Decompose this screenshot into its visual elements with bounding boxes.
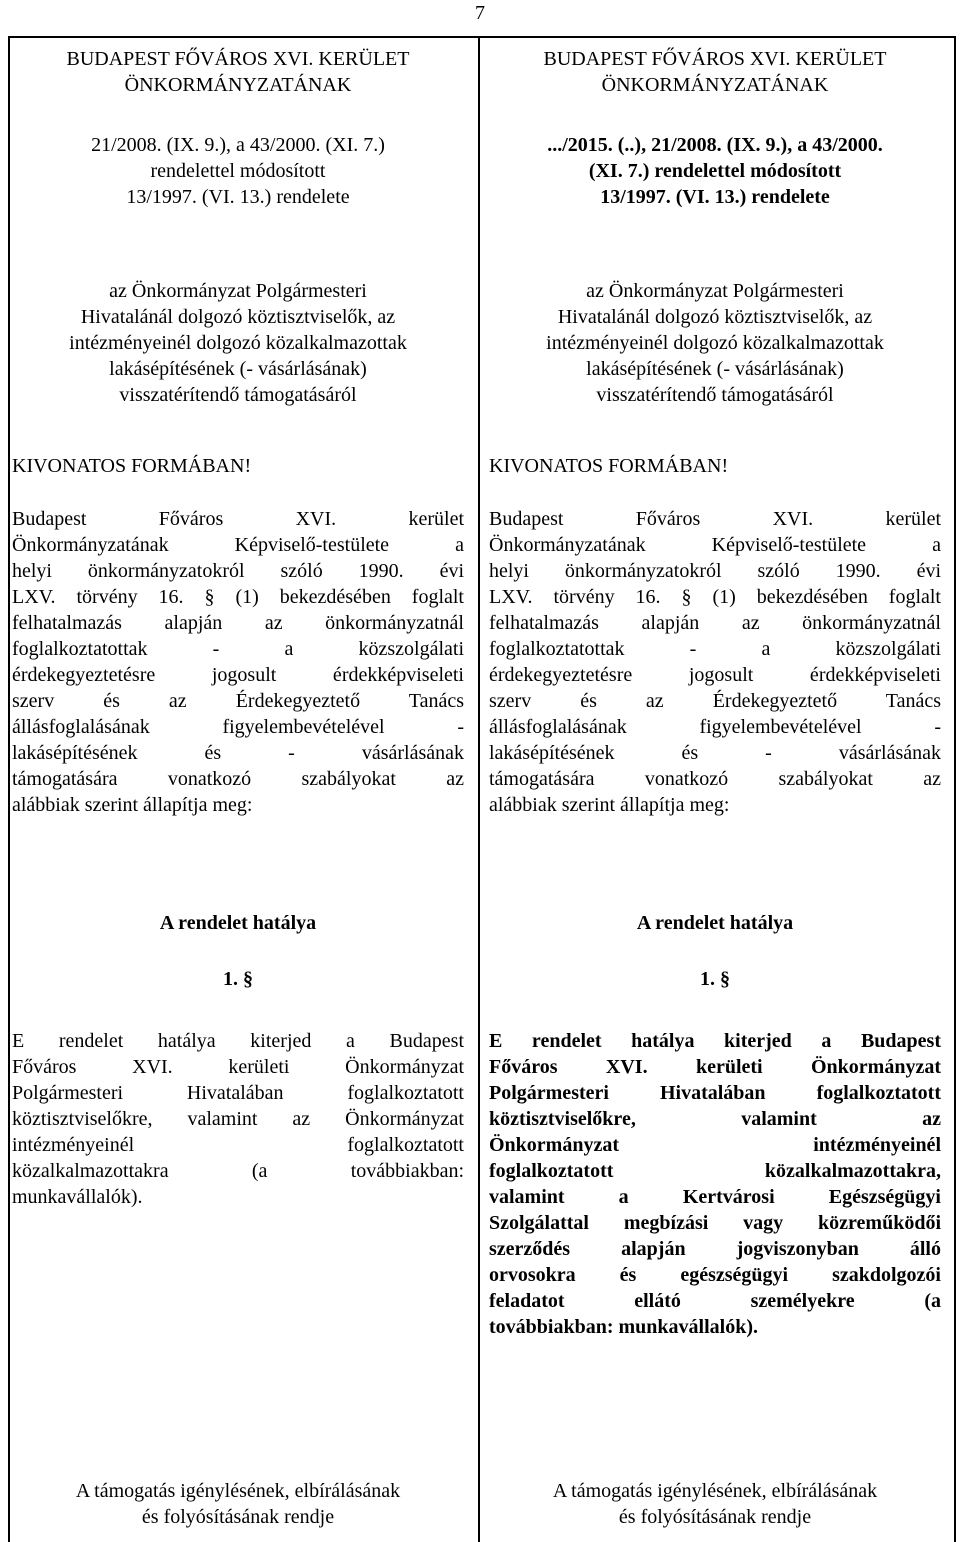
left-summary-note: KIVONATOS FORMÁBAN! [12, 455, 252, 477]
left-subject-line: Hivatalánál dolgozó köztisztviselők, az [80, 306, 396, 328]
right-preamble-line: érdekegyeztetésre jogosult érdekképviseleti [489, 664, 941, 686]
left-bottom-heading [12, 1478, 464, 1530]
right-paragraph-line: valamint a Kertvárosi Egészségügyi [489, 1186, 941, 1208]
right-preamble-line: szerv és az Érdekegyeztető Tanács [489, 690, 941, 712]
right-bottom-heading [489, 1478, 941, 1530]
left-bottom-heading-line: és folyósításának rendje [141, 1506, 335, 1528]
left-paragraph-line: Polgármesteri Hivatalában foglalkoztatott [12, 1082, 464, 1104]
right-paragraph-line: orvosokra és egészségügyi szakdolgozói [489, 1264, 941, 1286]
right-paragraph-line: Szolgálattal megbízási vagy közreműködői [489, 1212, 941, 1234]
left-preamble-line: LXV. törvény 16. § (1) bekezdésében foglalt [12, 586, 464, 608]
left-decree-line: 13/1997. (VI. 13.) rendelete [126, 186, 350, 208]
right-preamble-line: támogatására vonatkozó szabályokat az [489, 768, 941, 790]
right-paragraph-line: foglalkoztatott közalkalmazottakra, [489, 1160, 941, 1182]
left-header-line: BUDAPEST FŐVÁROS XVI. KERÜLET [66, 48, 410, 70]
right-paragraph-line: Polgármesteri Hivatalában foglalkoztatott [489, 1082, 941, 1104]
table-right-border [954, 36, 956, 1542]
left-bottom-heading-line: A támogatás igénylésének, elbírálásának [75, 1480, 401, 1502]
left-header [12, 46, 464, 98]
right-section-heading: A rendelet hatálya [636, 912, 794, 934]
page-number: 7 [475, 2, 485, 24]
right-decree-line: .../2015. (..), 21/2008. (IX. 9.), a 43/2000. [547, 134, 883, 156]
left-paragraph-line: munkavállalók). [12, 1186, 143, 1208]
right-subject-line: lakásépítésének (- vásárlásának) [586, 358, 844, 380]
left-header-line: ÖNKORMÁNYZATÁNAK [124, 74, 352, 96]
right-summary-note: KIVONATOS FORMÁBAN! [489, 455, 729, 477]
left-paragraph-line: Főváros XVI. kerületi Önkormányzat [12, 1056, 464, 1078]
right-subject [489, 278, 941, 408]
right-preamble-line: helyi önkormányzatokról szóló 1990. évi [489, 560, 941, 582]
right-paragraph-label: 1. § [700, 968, 730, 990]
right-preamble-line: foglalkoztatottak - a közszolgálati [489, 638, 941, 660]
right-subject-line: Hivatalánál dolgozó köztisztviselők, az [557, 306, 873, 328]
left-decree-line: 21/2008. (IX. 9.), a 43/2000. (XI. 7.) [91, 134, 385, 156]
right-decree-info [489, 132, 941, 210]
right-paragraph-line: Önkormányzat intézményeinél [489, 1134, 941, 1156]
right-preamble-line: Önkormányzatának Képviselő-testülete a [489, 534, 941, 556]
left-subject-line: lakásépítésének (- vásárlásának) [109, 358, 367, 380]
left-preamble-line: foglalkoztatottak - a közszolgálati [12, 638, 464, 660]
left-preamble-line: alábbiak szerint állapítja meg: [12, 794, 253, 816]
left-preamble-line: felhatalmazás alapján az önkormányzatnál [12, 612, 464, 634]
right-paragraph-line: E rendelet hatálya kiterjed a Budapest [489, 1030, 941, 1052]
table-left-border [8, 36, 10, 1542]
left-subject [12, 278, 464, 408]
right-preamble-line: felhatalmazás alapján az önkormányzatnál [489, 612, 941, 634]
right-preamble-line: lakásépítésének és - vásárlásának [489, 742, 941, 764]
left-paragraph-text [12, 1028, 464, 1210]
right-subject-line: visszatérítendő támogatásáról [596, 384, 834, 406]
left-paragraph-line: köztisztviselőkre, valamint az Önkormányzat [12, 1108, 464, 1130]
left-preamble-line: Budapest Főváros XVI. kerület [12, 508, 464, 530]
right-paragraph-line: szerződés alapján jogviszonyban álló [489, 1238, 941, 1260]
left-preamble-line: támogatására vonatkozó szabályokat az [12, 768, 464, 790]
left-paragraph-label: 1. § [223, 968, 253, 990]
table-column-divider [478, 36, 480, 1542]
right-paragraph-line: köztisztviselőkre, valamint az [489, 1108, 941, 1130]
left-subject-line: visszatérítendő támogatásáról [119, 384, 357, 406]
left-paragraph-line: intézményeinél foglalkoztatott [12, 1134, 464, 1156]
left-section-heading: A rendelet hatálya [159, 912, 317, 934]
right-preamble-line: alábbiak szerint állapítja meg: [489, 794, 730, 816]
right-paragraph-text [489, 1028, 941, 1340]
left-preamble [12, 506, 464, 818]
right-decree-line: 13/1997. (VI. 13.) rendelete [600, 186, 830, 208]
left-subject-line: intézményeinél dolgozó közalkalmazottak [69, 332, 407, 354]
left-paragraph-line: E rendelet hatálya kiterjed a Budapest [12, 1030, 464, 1052]
left-decree-line: rendelettel módosított [150, 160, 326, 182]
left-subject-line: az Önkormányzat Polgármesteri [109, 280, 367, 302]
right-header-line: BUDAPEST FŐVÁROS XVI. KERÜLET [543, 48, 887, 70]
left-preamble-line: Önkormányzatának Képviselő-testülete a [12, 534, 464, 556]
left-preamble-line: helyi önkormányzatokról szóló 1990. évi [12, 560, 464, 582]
left-paragraph-line: közalkalmazottakra (a továbbiakban: [12, 1160, 464, 1182]
right-preamble-line: állásfoglalásának figyelembevételével - [489, 716, 941, 738]
left-preamble-line: szerv és az Érdekegyeztető Tanács [12, 690, 464, 712]
right-preamble [489, 506, 941, 818]
left-decree-info [12, 132, 464, 210]
left-preamble-line: állásfoglalásának figyelembevételével - [12, 716, 464, 738]
right-decree-line: (XI. 7.) rendelettel módosított [588, 160, 842, 182]
right-preamble-line: LXV. törvény 16. § (1) bekezdésében foglalt [489, 586, 941, 608]
right-preamble-line: Budapest Főváros XVI. kerület [489, 508, 941, 530]
right-header-line: ÖNKORMÁNYZATÁNAK [601, 74, 829, 96]
right-paragraph-line: továbbiakban: munkavállalók). [489, 1316, 758, 1338]
right-header [489, 46, 941, 98]
left-preamble-line: érdekegyeztetésre jogosult érdekképviseleti [12, 664, 464, 686]
right-subject-line: intézményeinél dolgozó közalkalmazottak [546, 332, 884, 354]
right-paragraph-line: Főváros XVI. kerületi Önkormányzat [489, 1056, 941, 1078]
right-paragraph-line: feladatot ellátó személyekre (a [489, 1290, 941, 1312]
left-preamble-line: lakásépítésének és - vásárlásának [12, 742, 464, 764]
table-top-border [8, 36, 956, 38]
right-bottom-heading-line: A támogatás igénylésének, elbírálásának [552, 1480, 878, 1502]
right-subject-line: az Önkormányzat Polgármesteri [586, 280, 844, 302]
right-bottom-heading-line: és folyósításának rendje [618, 1506, 812, 1528]
